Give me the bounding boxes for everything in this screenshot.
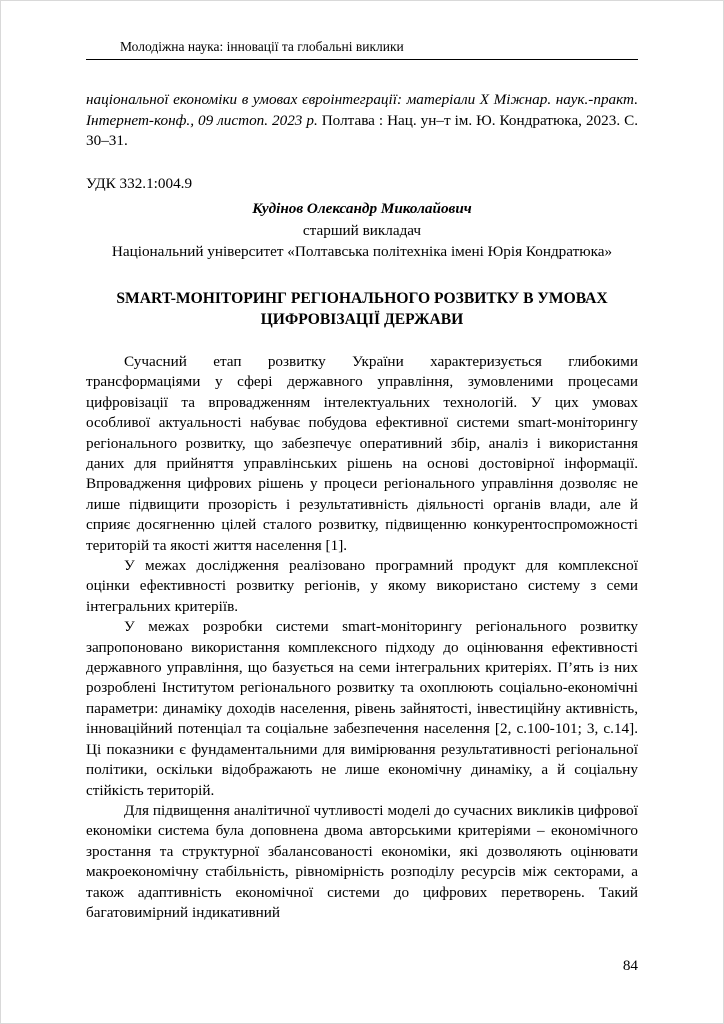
- running-title: Молодіжна наука: інновації та глобальні виклики: [120, 39, 404, 54]
- reference-citation-italic: національної економіки в умовах євроінтеграції: матеріали X Міжнар. наук.-практ. Інтернет-конф., 09 листоп. 2023 р.: [86, 91, 638, 129]
- body-paragraph-2: У межах дослідження реалізовано програмний продукт для комплексної оцінки ефективності розвитку регіонів, у якому використано систему з семи інтегральних критеріїв.: [86, 557, 638, 615]
- udc-code: УДК 332.1:004.9: [86, 174, 193, 192]
- author-position: старший викладач: [302, 221, 422, 239]
- author-name: Кудінов Олександр Миколайович: [252, 200, 472, 218]
- body-paragraph-1: Сучасний етап розвитку України характеризується глибокими трансформаціями у сфері державного управління, зумовленими процесами цифровізації та впровадженням інтелектуальних технологій. У цих умовах особливої актуальності набуває побудова ефективної системи smart-моніторингу регіонального розвитку, що забезпечує оперативний збір, аналіз і використання даних для прийняття управлінських рішень на основі достовірної інформації. Впровадження цифрових рішень у процеси регіонального управління дозволяє не лише підвищити прозорість і результативність діяльності органів влади, але й сприяє досягненню цілей сталого розвитку, підвищенню конкурентоспроможності територій та якості життя населення [1].: [86, 352, 638, 554]
- paper-title: SMART-МОНІТОРИНГ РЕГІОНАЛЬНОГО РОЗВИТКУ В УМОВАХ ЦИФРОВІЗАЦІЇ ДЕРЖАВИ: [116, 289, 608, 328]
- article-body: [86, 352, 638, 923]
- author-affiliation: Національний університет «Полтавська політехніка імені Юрія Кондратюка»: [111, 242, 613, 260]
- page-header: [86, 39, 638, 60]
- body-paragraph-4: Для підвищення аналітичної чутливості моделі до сучасних викликів цифрової економіки система була доповнена двома авторськими критеріями – економічного зростання та структурної збалансованості економіки, які дозволяють оцінювати макроекономічну стабільність, рівномірність розподілу ресурсів між секторами, а також адаптивність економічної системи до цифрових перетворень. Такий багатовимірний індикативний: [86, 801, 638, 921]
- author-block: [86, 199, 638, 262]
- reference-citation-regular: Полтава : Нац. ун–т ім. Ю. Кондратюка, 2023. С. 30–31.: [86, 111, 639, 150]
- reference-citation: [86, 90, 638, 152]
- body-paragraph-3: У межах розробки системи smart-моніторингу регіонального розвитку запропоновано використання комплексного підходу до оцінювання ефективності державного управління, що базується на семи інтегральних критеріях. П’ять із них розроблені Інститутом регіонального розвитку та охоплюють соціально-економічні параметри: динаміку доходів населення, рівень зайнятості, інвестиційну активність, інноваційний потенціал та соціальне забезпечення населення [2, с.100-101; 3, с.14]. Ці показники є фундаментальними для вимірювання результативності регіональної політики, оскільки відображають не лише економічну динаміку, а й соціальну стійкість територій.: [86, 618, 638, 799]
- page-number: 84: [622, 957, 638, 974]
- page-content: [86, 1, 638, 923]
- header-rule: [86, 59, 638, 60]
